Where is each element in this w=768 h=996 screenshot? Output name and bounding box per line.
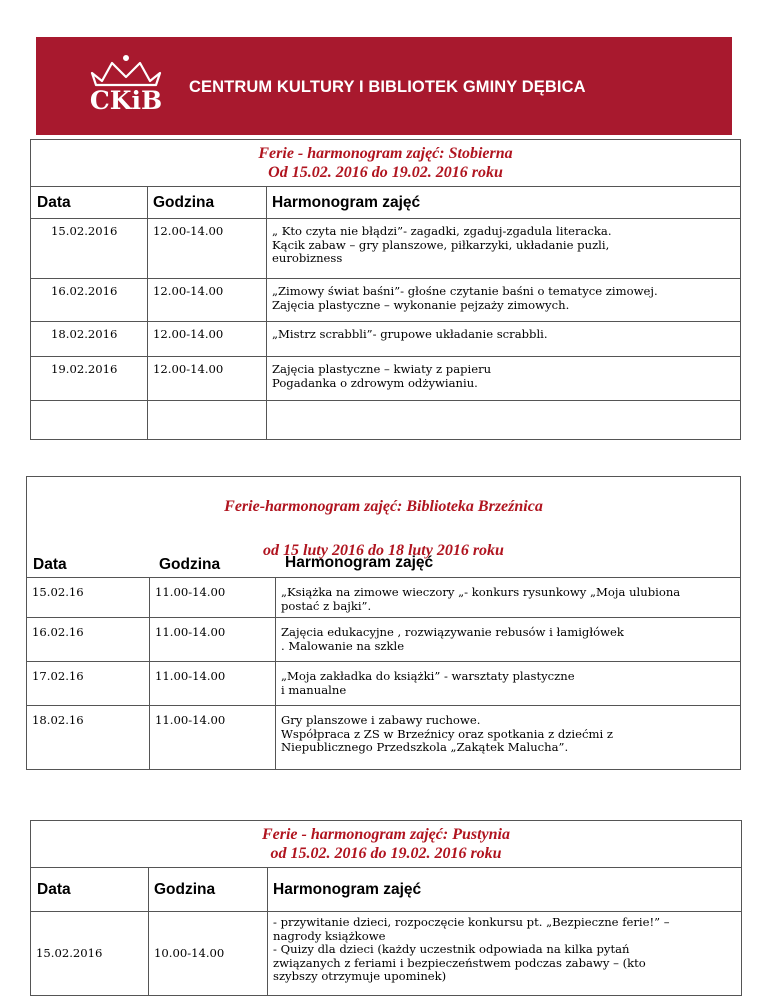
- ckib-logo: [86, 51, 166, 117]
- col-header-time: Godzina: [148, 187, 267, 219]
- col-header-schedule: Harmonogram zajęć: [285, 554, 434, 571]
- col-header-schedule: Harmonogram zajęć: [267, 187, 741, 219]
- col-header-schedule: Harmonogram zajęć: [268, 868, 742, 912]
- table-title: Ferie-harmonogram zajęć: Biblioteka Brzeźnica od 15 luty 2016 do 18 luty 2016 roku Data Godzina Harmonogram zajęć: [27, 477, 741, 578]
- header-banner: [36, 37, 732, 135]
- logo-text: CKiB: [89, 86, 163, 115]
- table-row: 19.02.2016 12.00-14.00 Zajęcia plastyczne – kwiaty z papieru Pogadanka o zdrowym odżywianiu.: [31, 357, 741, 401]
- schedule-table-pustynia: [30, 820, 742, 996]
- table-row: 15.02.2016 10.00-14.00 - przywitanie dzieci, rozpoczęcie konkursu pt. „Bezpieczne ferie!” – nagrody książkowe - Quizy dla dzieci (każdy uczestnik odpowiada na kilka pytań związanych z feriami i bezpieczeństwem podczas zabawy – (kto szybszy otrzymuje upominek): [31, 912, 742, 996]
- table-title: Ferie - harmonogram zajęć: Pustynia od 15.02. 2016 do 19.02. 2016 roku: [31, 821, 742, 868]
- table-row: 18.02.16 11.00-14.00 Gry planszowe i zabawy ruchowe. Współpraca z ZS w Brzeźnicy oraz spotkania z dziećmi z Niepublicznego Przedszkola „Zakątek Malucha”.: [27, 706, 741, 770]
- table-row: 15.02.2016 12.00-14.00 „ Kto czyta nie błądzi”- zagadki, zgaduj-zgadula literacka. Kącik zabaw – gry planszowe, piłkarzyki, układanie puzli, eurobizness: [31, 219, 741, 279]
- col-header-date: Data: [31, 868, 149, 912]
- empty-row: [31, 401, 741, 440]
- col-header-date: Data: [33, 556, 67, 573]
- col-header-time: Godzina: [149, 868, 268, 912]
- table-row: 16.02.2016 12.00-14.00 „Zimowy świat baśni”- głośne czytanie baśni o tematyce zimowej. Zajęcia plastyczne – wykonanie pejzaży zimowych.: [31, 279, 741, 322]
- table-row: 18.02.2016 12.00-14.00 „Mistrz scrabbli”- grupowe układanie scrabbli.: [31, 322, 741, 357]
- schedule-table-brzeznica: [26, 476, 741, 770]
- table-title: Ferie - harmonogram zajęć: Stobierna Od 15.02. 2016 do 19.02. 2016 roku: [31, 140, 741, 187]
- organization-title: CENTRUM KULTURY I BIBLIOTEK GMINY DĘBICA: [189, 78, 586, 96]
- table-row: 17.02.16 11.00-14.00 „Moja zakładka do książki” - warsztaty plastyczne i manualne: [27, 662, 741, 706]
- col-header-time: Godzina: [159, 556, 221, 573]
- col-header-date: Data: [31, 187, 148, 219]
- table-row: 15.02.16 11.00-14.00 „Książka na zimowe wieczory „- konkurs rysunkowy „Moja ulubiona postać z bajki”.: [27, 578, 741, 618]
- table-row: 16.02.16 11.00-14.00 Zajęcia edukacyjne , rozwiązywanie rebusów i łamigłówek . Malowanie na szkle: [27, 618, 741, 662]
- schedule-table-stobierna: [30, 139, 741, 440]
